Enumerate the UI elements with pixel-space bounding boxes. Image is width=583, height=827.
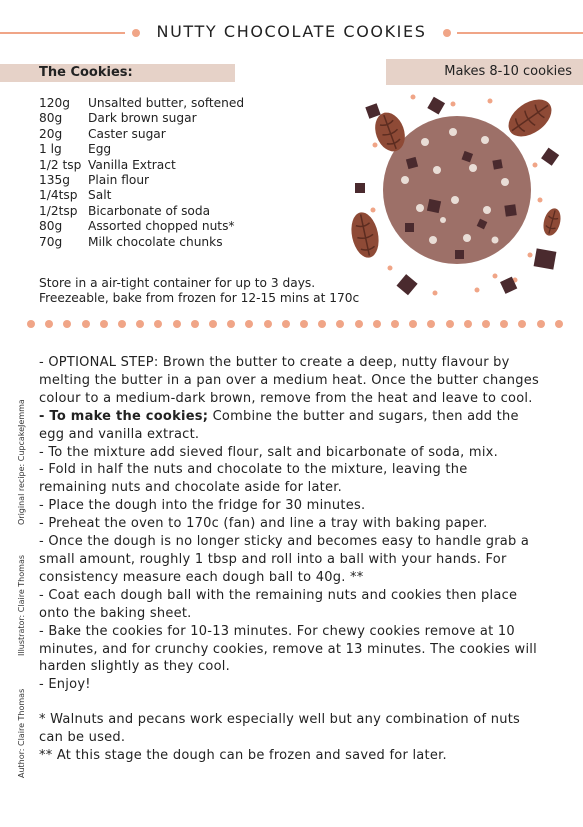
ingredient-name: Vanilla Extract	[88, 157, 176, 172]
ingredient-name: Bicarbonate of soda	[88, 203, 211, 218]
step-text: - Bake the cookies for 10-13 minutes. For chewy cookies remove at 10 minutes, and for crunchy cookies, remove at 13 minutes. The cookies will harden slightly as they cool.	[39, 623, 538, 675]
divider-dot	[245, 320, 253, 328]
divider-dot	[373, 320, 381, 328]
ingredient-name: Salt	[88, 188, 112, 203]
method-step	[39, 533, 539, 587]
ingredient-row	[39, 127, 244, 142]
method-step	[39, 623, 539, 677]
storage-notes	[39, 276, 359, 307]
ingredient-quantity: 70g	[39, 234, 63, 249]
ingredient-quantity: 80g	[39, 219, 63, 234]
cookie	[383, 116, 531, 264]
ingredient-row	[39, 204, 244, 219]
yield-label: Makes 8-10 cookies	[444, 64, 572, 79]
divider-dot	[518, 320, 526, 328]
divider-dot	[336, 320, 344, 328]
ingredient-quantity: 80g	[39, 111, 63, 126]
title-row	[0, 22, 583, 44]
divider-dot	[136, 320, 144, 328]
step-text: - Fold in half the nuts and chocolate to the mixture, leaving the remaining nuts and chocolate aside for later.	[39, 462, 468, 496]
divider-dot	[63, 320, 71, 328]
ingredient-list	[39, 96, 244, 250]
divider-dot	[537, 320, 545, 328]
divider-dot	[82, 320, 90, 328]
divider-dot	[482, 320, 490, 328]
ingredient-name: Milk chocolate chunks	[88, 234, 223, 249]
credit-illustrator: Illustrator: Claire Thomas	[17, 554, 26, 656]
step-text: - Enjoy!	[39, 677, 91, 693]
ingredient-name: Egg	[88, 142, 112, 157]
ingredient-quantity: 20g	[39, 126, 63, 141]
divider-dot	[555, 320, 563, 328]
section-header-bar	[0, 64, 235, 82]
divider-dot	[355, 320, 363, 328]
divider-dot	[118, 320, 126, 328]
divider-dot	[427, 320, 435, 328]
footnote: * Walnuts and pecans work especially well but any combination of nuts can be used.	[39, 712, 521, 746]
divider-dot	[500, 320, 508, 328]
credit-original-recipe: Original recipe: CupcakeJemma	[17, 399, 26, 525]
ingredient-row	[39, 111, 244, 126]
storage-line: Freezeable, bake from frozen for 12-15 mins at 170c	[39, 291, 360, 306]
ingredient-row	[39, 142, 244, 157]
method-step	[39, 515, 539, 533]
divider-dot	[173, 320, 181, 328]
footnote: ** At this stage the dough can be frozen and saved for later.	[39, 748, 447, 764]
divider-dot	[45, 320, 53, 328]
divider-dot	[27, 320, 35, 328]
divider-dot	[391, 320, 399, 328]
step-text: - Preheat the oven to 170c (fan) and line a tray with baking paper.	[39, 516, 488, 532]
method-step	[39, 587, 539, 623]
divider-dot	[300, 320, 308, 328]
ingredient-row	[39, 188, 244, 203]
section-label: The Cookies:	[39, 65, 133, 80]
method-step	[39, 444, 539, 462]
ingredient-row	[39, 158, 244, 173]
ingredient-row	[39, 219, 244, 234]
divider-dot	[264, 320, 272, 328]
divider-dot	[282, 320, 290, 328]
divider-dot	[209, 320, 217, 328]
ingredient-name: Dark brown sugar	[88, 111, 197, 126]
method-step	[39, 497, 539, 515]
ingredient-quantity: 1 lg	[39, 142, 62, 157]
step-text: Combine the butter and sugars, then add the egg and vanilla extract.	[39, 408, 519, 442]
ingredient-name: Assorted chopped nuts*	[88, 219, 235, 234]
ingredient-quantity: 135g	[39, 173, 70, 188]
divider-dot	[100, 320, 108, 328]
method-step	[39, 354, 539, 408]
spacer	[39, 694, 539, 711]
method-step	[39, 676, 539, 694]
divider-dot	[318, 320, 326, 328]
step-text: - Coat each dough ball with the remaining nuts and cookies then place onto the baking sheet.	[39, 587, 518, 621]
method-section	[39, 354, 539, 765]
divider-dot	[227, 320, 235, 328]
ingredient-quantity: 1/2 tsp	[39, 157, 82, 172]
credit-author: Author: Claire Thomas	[17, 688, 26, 778]
step-text: - To the mixture add sieved flour, salt and bicarbonate of soda, mix.	[39, 444, 499, 460]
ingredient-quantity: 1/4tsp	[39, 188, 78, 203]
ingredient-row	[39, 96, 244, 111]
ingredient-row	[39, 235, 244, 250]
divider-dot	[191, 320, 199, 328]
step-text: - Place the dough into the fridge for 30 minutes.	[39, 498, 366, 514]
method-step	[39, 408, 539, 444]
divider-dot	[154, 320, 162, 328]
dot-divider	[27, 320, 567, 330]
ingredient-name: Plain flour	[88, 173, 150, 188]
cookie-illustration	[345, 90, 575, 300]
divider-dot	[446, 320, 454, 328]
ingredient-name: Caster sugar	[88, 126, 166, 141]
storage-line: Store in a air-tight container for up to 3 days.	[39, 276, 316, 290]
method-step	[39, 461, 539, 497]
divider-dot	[464, 320, 472, 328]
page-title: NUTTY CHOCOLATE COOKIES	[156, 22, 427, 41]
step-text: - OPTIONAL STEP: Brown the butter to create a deep, nutty flavour by melting the butter in a pan over a medium heat. Once the butter changes colour to a medium-dark brown, remove from the heat and leave to cool.	[39, 355, 539, 406]
ingredient-name: Unsalted butter, softened	[88, 96, 245, 110]
ingredient-quantity: 1/2tsp	[39, 203, 78, 218]
step-heading: - To make the cookies;	[39, 408, 209, 424]
ingredient-quantity: 120g	[39, 96, 70, 110]
step-text: - Once the dough is no longer sticky and becomes easy to handle grab a small amount, roughly 1 tbsp and roll into a ball with your hands. For consistency measure each dough ball to 40g. **	[39, 534, 530, 585]
yield-bar	[386, 59, 583, 85]
ingredient-row	[39, 173, 244, 188]
divider-dot	[409, 320, 417, 328]
